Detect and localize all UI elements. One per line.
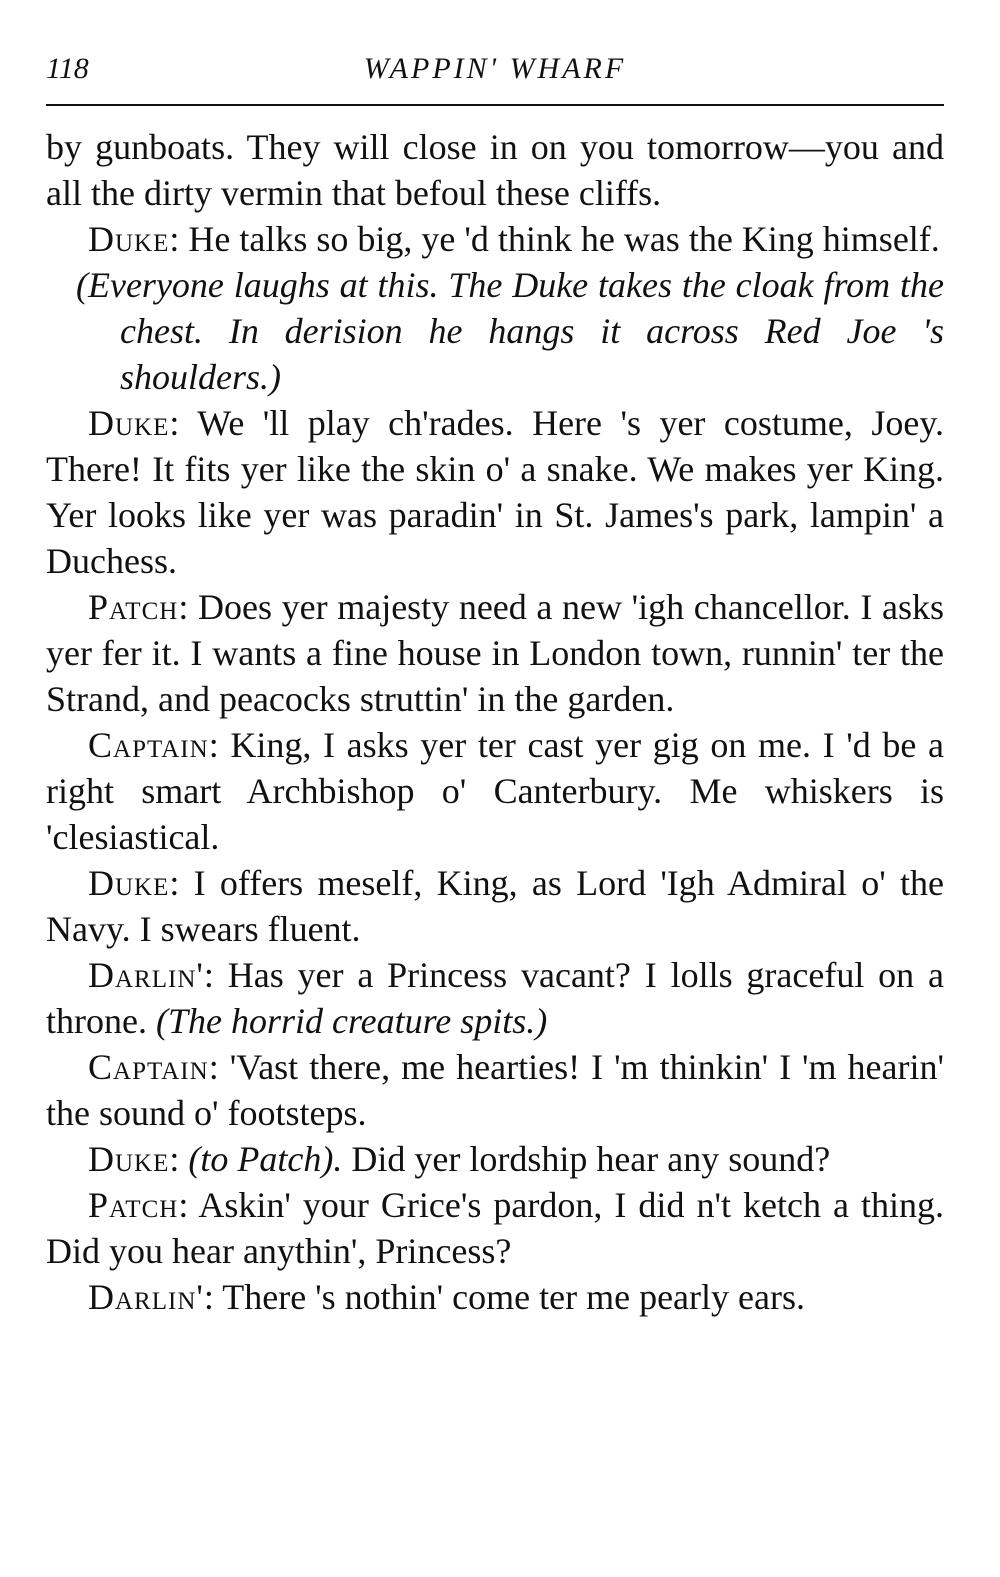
- speaker-name: Darlin': [88, 955, 204, 995]
- speaker-name: Darlin': [88, 1277, 204, 1317]
- dialogue-text: I offers meself, King, as Lord 'Igh Admiral o' the Navy. I swears fluent.: [46, 863, 944, 949]
- dialogue-paragraph: Duke: (to Patch). Did yer lordship hear any sound?: [88, 1139, 831, 1179]
- page-header: [46, 52, 944, 96]
- dialogue-paragraph: Patch: Askin' your Grice's pardon, I did n't ketch a thing. Did you hear anythin', Princess?: [46, 1185, 945, 1271]
- stage-direction: [46, 262, 944, 400]
- speaker-name: Patch: [88, 587, 179, 627]
- paragraph: [46, 124, 944, 216]
- dialogue-paragraph: Duke: He talks so big, ye 'd think he was the King himself.: [88, 219, 940, 259]
- dialogue-text: Did yer lordship hear any sound?: [351, 1139, 831, 1179]
- header-rule: [46, 104, 944, 106]
- dialogue-paragraph: Patch: Does yer majesty need a new 'igh chancellor. I asks yer fer it. I wants a fine house in London town, runnin' ter the Strand, and peacocks struttin' in the garden.: [46, 587, 944, 719]
- speaker-name: Duke: [88, 863, 170, 903]
- dialogue-text: 'Vast there, me hearties! I 'm thinkin' I 'm hearin' the sound o' footsteps.: [46, 1047, 944, 1133]
- dialogue-paragraph: Duke: We 'll play ch'rades. Here 's yer costume, Joey. There! It fits yer like the skin o' a snake. We makes yer King. Yer looks like yer was paradin' in St. James's park, lampin' a Duchess.: [46, 403, 944, 581]
- dialogue-text: Askin' your Grice's pardon, I did n't ketch a thing. Did you hear anythin', Princess?: [46, 1185, 945, 1271]
- page-number: 118: [46, 52, 89, 85]
- speaker-name: Captain: [88, 725, 209, 765]
- inline-stage-direction: (to Patch).: [188, 1139, 343, 1179]
- inline-stage-direction: (The horrid creature spits.): [155, 1001, 548, 1041]
- speaker-name: Duke: [88, 403, 170, 443]
- dialogue-paragraph: Captain: 'Vast there, me hearties! I 'm thinkin' I 'm hearin' the sound o' footsteps.: [46, 1047, 944, 1133]
- speaker-name: Duke: [88, 219, 170, 259]
- running-title: WAPPIN' WHARF: [363, 52, 627, 85]
- dialogue-paragraph: Darlin': Has yer a Princess vacant? I lolls graceful on a throne. (The horrid creature spits.): [46, 955, 944, 1041]
- dialogue-paragraph: Darlin': There 's nothin' come ter me pearly ears.: [88, 1277, 805, 1317]
- dialogue-text: Has yer a Princess vacant? I lolls graceful on a throne.: [46, 955, 944, 1041]
- paragraph-text: by gunboats. They will close in on you tomorrow—you and all the dirty vermin that befoul these cliffs.: [46, 127, 944, 213]
- dialogue-text: Does yer majesty need a new 'igh chancellor. I asks yer fer it. I wants a fine house in London town, runnin' ter the Strand, and peacocks struttin' in the garden.: [46, 587, 944, 719]
- speaker-name: Patch: [88, 1185, 179, 1225]
- dialogue-paragraph: Duke: I offers meself, King, as Lord 'Igh Admiral o' the Navy. I swears fluent.: [46, 863, 944, 949]
- dialogue-paragraph: Captain: King, I asks yer ter cast yer gig on me. I 'd be a right smart Archbishop o' Canterbury. Me whiskers is 'clesiastical.: [46, 725, 944, 857]
- speaker-name: Captain: [88, 1047, 209, 1087]
- body-text: [46, 124, 944, 1320]
- speaker-name: Duke: [88, 1139, 170, 1179]
- dialogue-text: We 'll play ch'rades. Here 's yer costume, Joey. There! It fits yer like the skin o' a snake. We makes yer King. Yer looks like yer was paradin' in St. James's park, lampin' a Duchess.: [46, 403, 944, 581]
- stage-direction-text: (Everyone laughs at this. The Duke takes the cloak from the chest. In derision he hangs it across Red Joe 's shoulders.): [76, 265, 944, 397]
- dialogue-text: He talks so big, ye 'd think he was the King himself.: [188, 219, 940, 259]
- dialogue-text: There 's nothin' come ter me pearly ears.: [222, 1277, 805, 1317]
- dialogue-text: King, I asks yer ter cast yer gig on me. I 'd be a right smart Archbishop o' Canterbury. Me whiskers is 'clesiastical.: [46, 725, 944, 857]
